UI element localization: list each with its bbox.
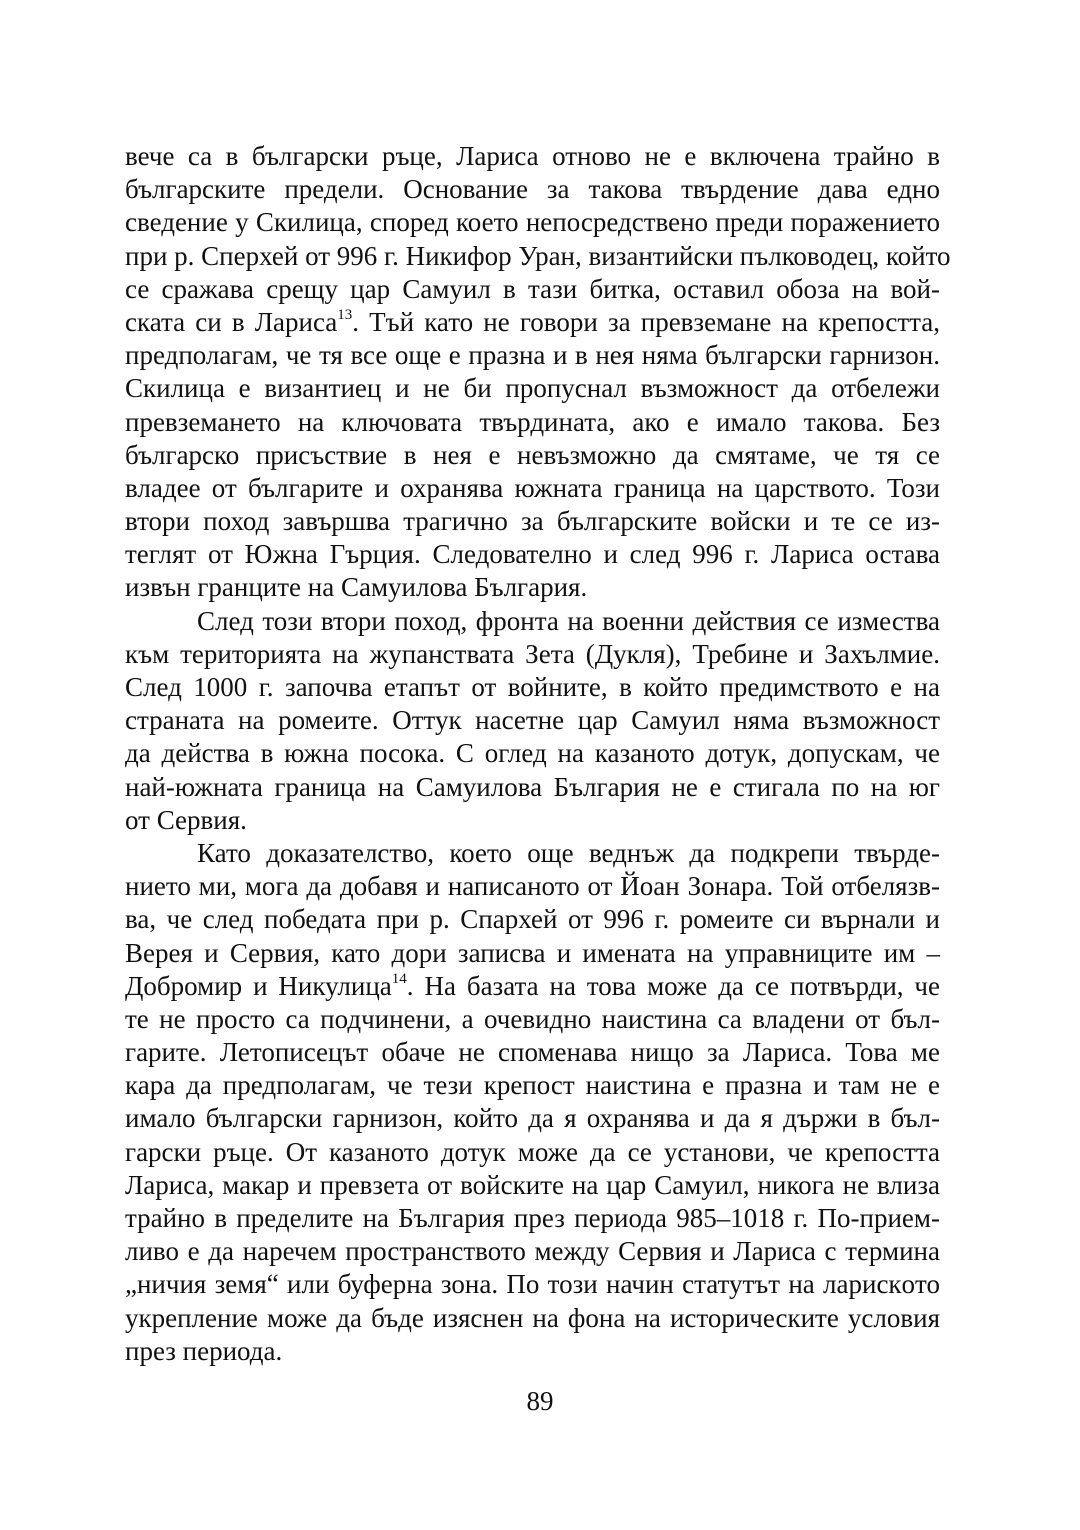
text-line-content: След 1000 г. започва етапът от войните, в който предимството е на: [125, 672, 940, 702]
text-line-content: втори поход завършва трагично за българските войски и те се из-: [125, 506, 940, 537]
text-line: [125, 372, 940, 405]
text-line: [125, 240, 951, 273]
text-line-content: при р. Сперхей от 996 г. Никифор Уран, византийски пълководец, който: [125, 240, 951, 271]
text-line-content: предполагам, че тя все още е празна и в нея няма български гарнизон.: [125, 340, 940, 371]
text-line: [125, 1235, 940, 1268]
text-line-content: След този втори поход, фронта на военни действия се измества: [197, 605, 940, 636]
text-line-content: извън гранците на Самуилова България.: [125, 572, 588, 603]
text-line: [125, 140, 940, 173]
text-line: [125, 1202, 940, 1235]
text-line-content: вече са в български ръце, Лариса отново не е включена трайно в: [125, 141, 940, 171]
text-line-content: българските предели. Основание за такова твърдение дава едно: [125, 174, 940, 205]
text-line-content: теглят от Южна Гърция. Следователно и след 996 г. Лариса остава: [125, 539, 940, 570]
text-line-content: гарски ръце. От казаното дотук може да се установи, че крепостта: [125, 1136, 940, 1167]
text-line: [125, 605, 940, 638]
text-line-content: през периода.: [125, 1335, 283, 1366]
text-line: [125, 406, 940, 439]
text-line-content: към територията на жупанствата Зета (Дукля), Требине и Захълмие.: [125, 638, 940, 669]
text-line: [125, 1335, 940, 1368]
text-line-content: ската си в Лариса: [125, 306, 338, 337]
text-line: [125, 1003, 940, 1036]
text-line-content: превземането на ключовата твърдината, ако е имало такова. Без: [125, 406, 940, 437]
text-line-content: трайно в пределите на България през периода 985–1018 г. По-прием-: [125, 1203, 940, 1233]
text-line-content: най-южната граница на Самуилова България не е стигала по на юг: [125, 771, 940, 802]
text-line-content: Скилица е византиец и не би пропуснал възможност да отбележи: [125, 373, 940, 404]
text-line: [125, 638, 940, 671]
text-line-content: Добромир и Никулица: [125, 970, 392, 1001]
text-line: [125, 1302, 940, 1335]
text-line: [125, 771, 940, 804]
text-line-content: ва, че след победата при р. Спархей от 996 г. ромеите си върнали и: [125, 904, 940, 935]
text-line-content: те не просто са подчинени, а очевидно наистина са владени от бъл-: [125, 1003, 940, 1034]
text-line-content: „ничия земя“ или буферна зона. По този начин статутът на ларискoто: [125, 1269, 940, 1300]
text-line: [125, 903, 940, 936]
text-line: [125, 1268, 940, 1301]
text-line: [125, 339, 940, 372]
text-line: [125, 505, 940, 538]
text-line: [125, 704, 940, 737]
text-line-content: да действа в южна посока. С оглед на казаното дотук, допускам, че: [125, 738, 940, 769]
text-line: [125, 671, 940, 704]
text-line-content: страната на ромеите. Оттук насетне цар Самуил няма възможност: [125, 705, 940, 736]
text-line: [125, 439, 940, 472]
text-line-content: Като доказателство, което още веднъж да подкрепи твърде-: [197, 837, 940, 868]
text-line: [125, 970, 940, 1003]
text-line-content: укрепление може да бъде изяснен на фона на историческите условия: [125, 1302, 940, 1333]
text-line: [125, 206, 940, 239]
text-line: [125, 1136, 940, 1169]
text-line: [125, 1169, 940, 1202]
text-line: [125, 837, 940, 870]
text-line-content: сведение у Скилица, според което непосредствено преди поражението: [125, 207, 940, 238]
text-line: [125, 870, 940, 903]
footnote-reference: 14: [391, 970, 407, 987]
text-line-content: нието ми, мога да добавя и написаното от Йоан Зонара. Той отбелязв-: [125, 871, 940, 902]
text-line: [125, 1102, 940, 1135]
text-line-content: се сражава срещу цар Самуил в тази битка, оставил обоза на вой-: [125, 273, 940, 304]
text-line-content: гарите. Летописецът обаче не споменава нищо за Лариса. Това ме: [125, 1037, 940, 1068]
text-line-content: Верея и Сервия, като дори записва и имената на управниците им –: [125, 937, 940, 968]
text-line: [125, 571, 940, 604]
text-line: [125, 306, 940, 339]
text-line: [125, 472, 940, 505]
text-line: [125, 273, 940, 306]
text-line: [125, 804, 940, 837]
text-line: [125, 1069, 940, 1102]
text-line-content: владее от българите и охранява южната граница на царството. Този: [125, 472, 940, 503]
text-line-content: Лариса, макар и превзета от войските на цар Самуил, никога не влиза: [125, 1169, 940, 1200]
text-line-content: от Сервия.: [125, 804, 247, 835]
text-line: [125, 173, 940, 206]
text-line: [125, 737, 940, 770]
text-line-continuation: . На базата на това може да се потвърди, че: [406, 970, 940, 1001]
body-text: [125, 140, 951, 1368]
footnote-reference: 13: [337, 306, 353, 323]
text-line: [125, 1036, 940, 1069]
text-line: [125, 538, 940, 571]
text-line: [125, 937, 940, 970]
page-number: 89: [526, 1386, 554, 1416]
text-line-content: българско присъствие в нея е невъзможно да смятаме, че тя се: [125, 439, 940, 470]
text-line-content: имало български гарнизон, който да я охранява и да я държи в бъл-: [125, 1103, 940, 1134]
text-line-continuation: . Тъй като не говори за превземане на крепостта,: [352, 306, 940, 337]
text-line-content: кара да предполагам, че тези крепост наистина е празна и там не е: [125, 1070, 940, 1101]
text-line-content: ливо е да наречем пространството между Сервия и Лариса с термина: [125, 1236, 940, 1267]
